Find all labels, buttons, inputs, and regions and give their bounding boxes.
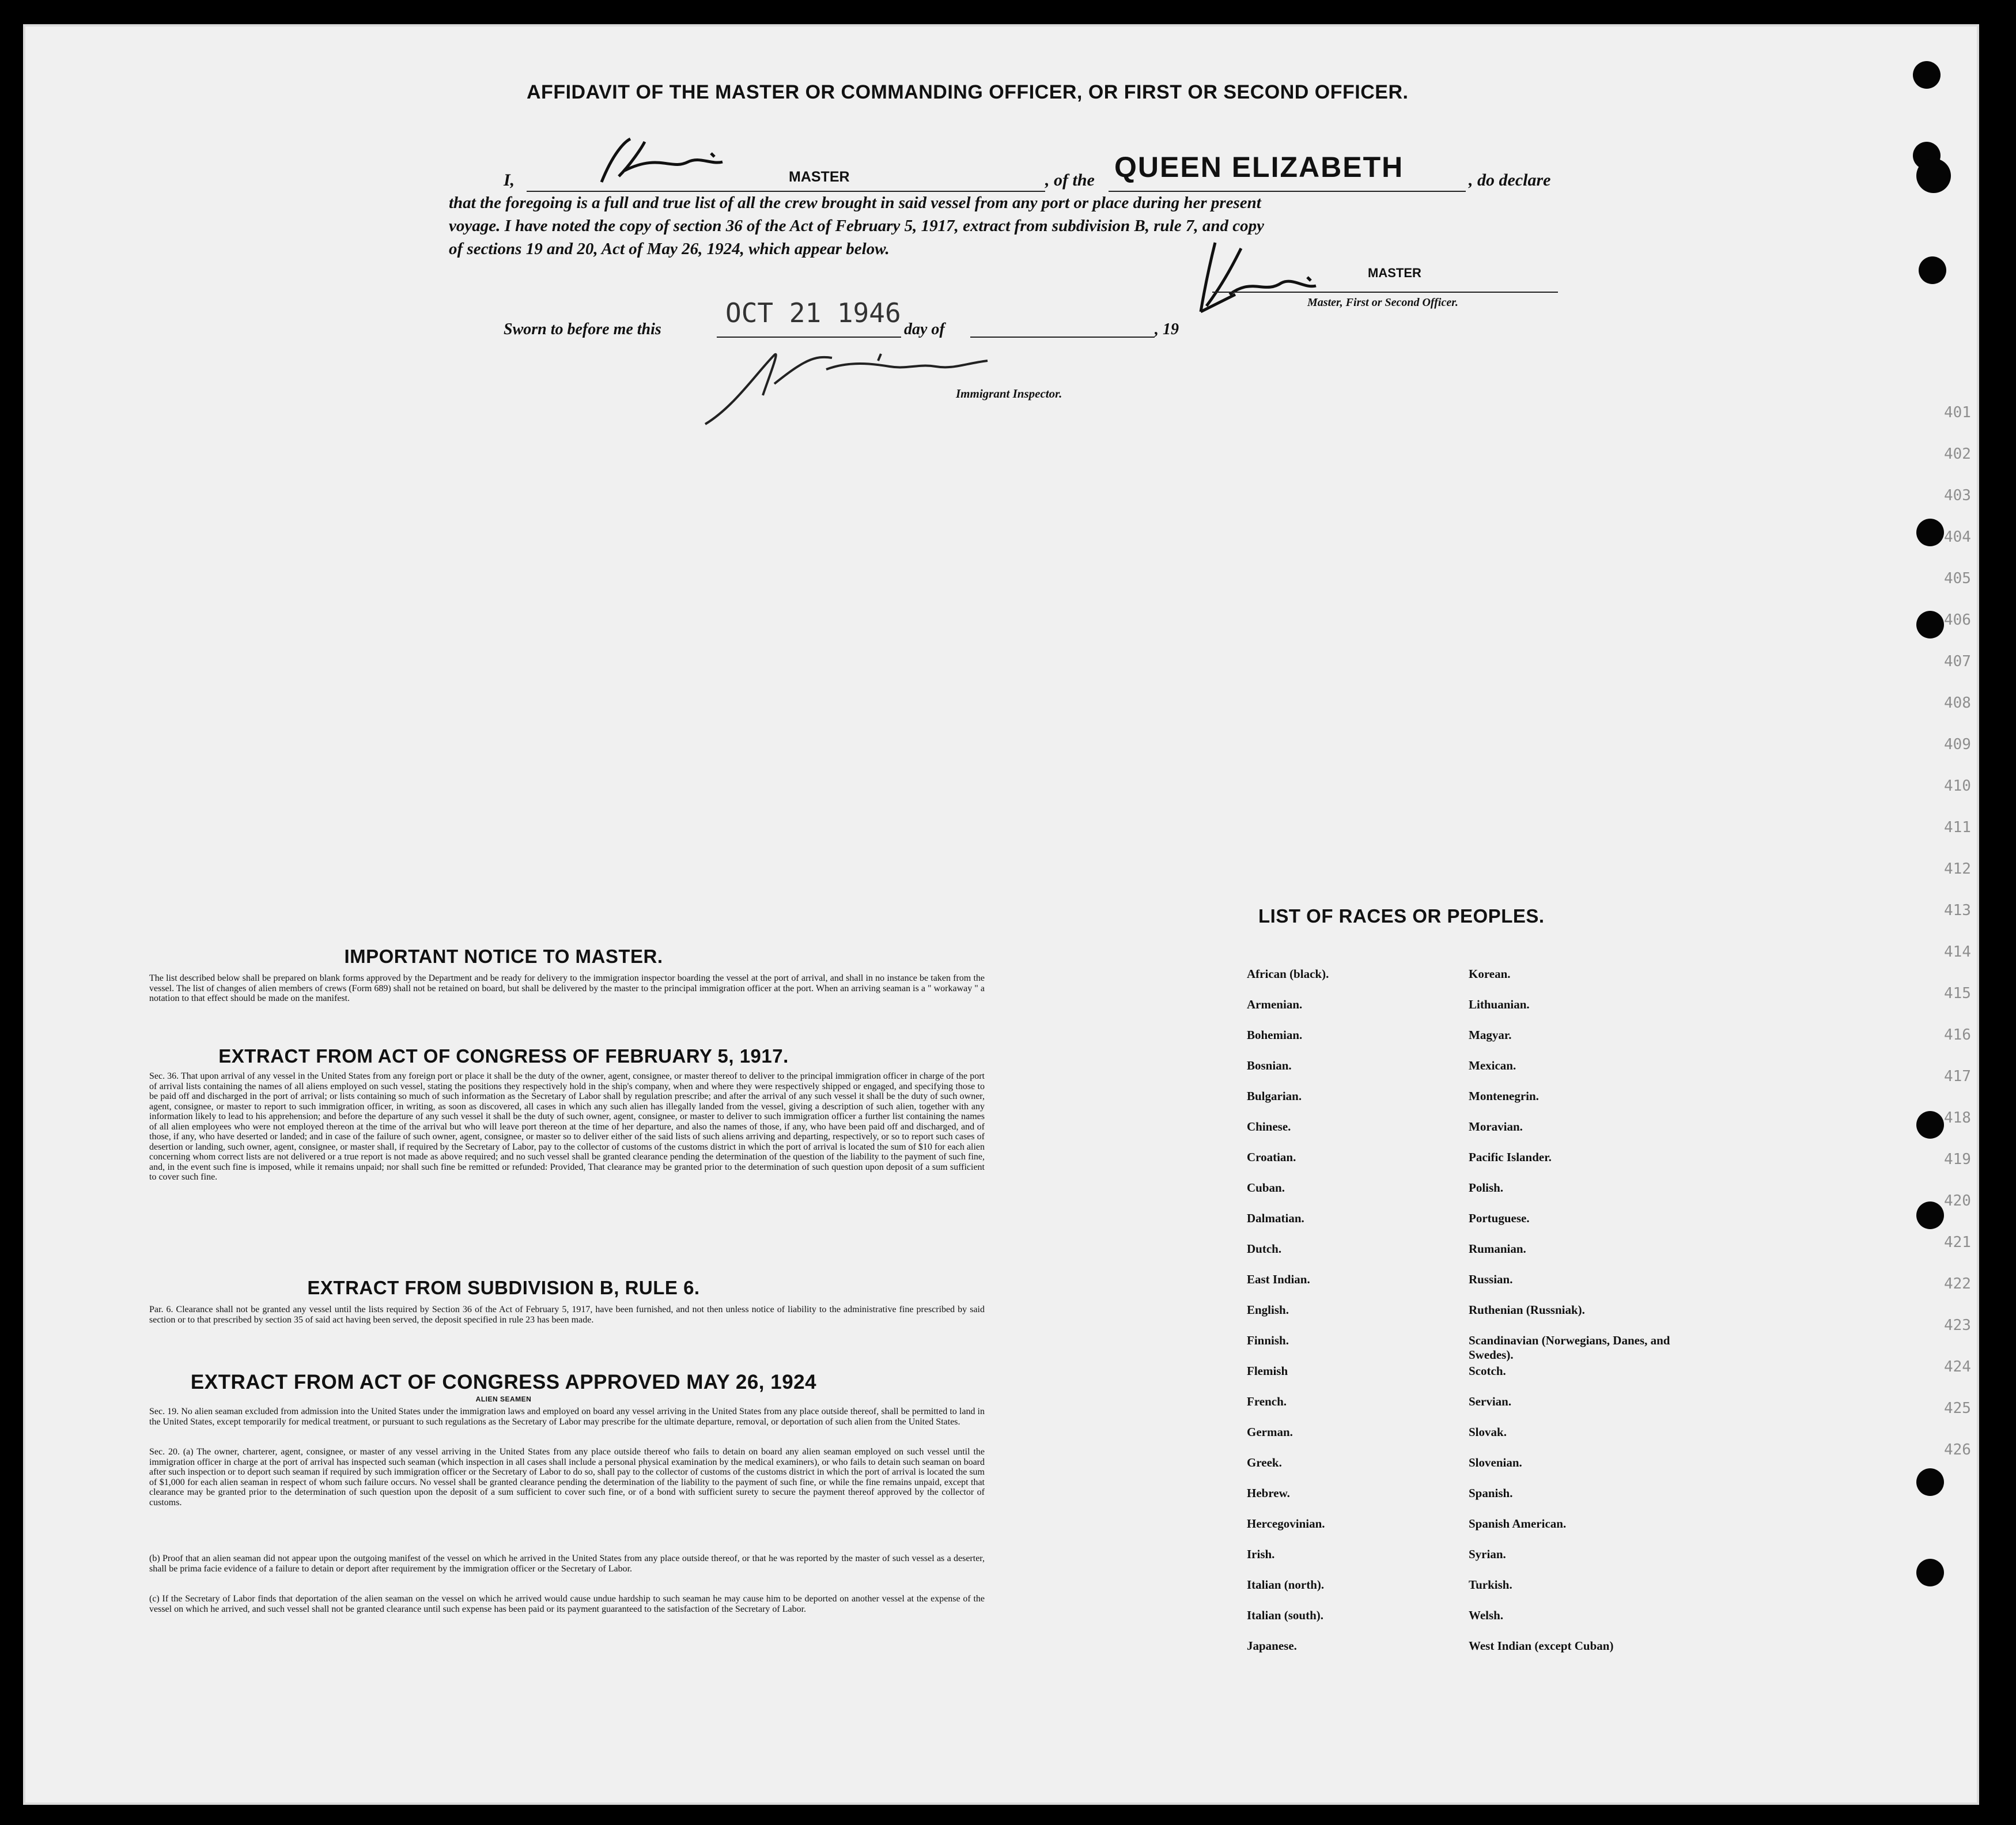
race-entry: Greek. xyxy=(1247,1456,1282,1469)
year-prefix: , 19 xyxy=(1155,320,1179,338)
manifest-page xyxy=(23,24,1979,1805)
vessel-name: QUEEN ELIZABETH xyxy=(1114,151,1404,183)
ghost-row-number: 423 xyxy=(1944,1317,1971,1334)
sec20b-body: (b) Proof that an alien seaman did not appear upon the outgoing manifest of the vessel on which he arrived in the United States from any place outside thereof, or that he was reported by the master of such vessel as a deserter, shall be prima facie evidence of a failure to detain or deport after requirement by the immigration officer or the Secretary of Labor. xyxy=(149,1554,985,1574)
race-entry: Scotch. xyxy=(1469,1364,1506,1378)
ghost-row-number: 402 xyxy=(1944,445,1971,463)
ghost-row-number: 412 xyxy=(1944,860,1971,878)
binder-hole xyxy=(1916,1468,1944,1496)
extract-1917-title: EXTRACT FROM ACT OF CONGRESS OF FEBRUARY 5, 1917. xyxy=(218,1045,789,1067)
race-entry: Spanish. xyxy=(1469,1486,1513,1500)
rank-stamp: MASTER xyxy=(789,169,850,185)
sec20a-body: Sec. 20. (a) The owner, charterer, agent, consignee, or master of any vessel arriving in the United States from any place outside thereof who fails to detain on board any alien seaman employed on such vessel until the immigration officer in charge at the port of arrival has inspected such seaman (which inspection in all cases shall include a personal physical examination by the medical examiners), or who fails to detain such seaman on board after such inspection or to deport such seaman if required by such immigration officer or the Secretary of Labor to do so, shall pay to the collector of customs of the customs district in which the port of arrival is located the sum of $1,000 for each alien seaman in respect of whom such failure occurs. No vessel shall be granted clearance pending the determination of the liability to the payment of such fine, or while the fine remains unpaid, except that clearance may be granted prior to the determination of such question upon the deposit of a sum sufficient to cover such fine, or of a bond with sufficient surety to secure the payment thereof approved by the collector of customs. xyxy=(149,1447,985,1507)
ghost-row-number: 419 xyxy=(1944,1151,1971,1168)
races-title: LIST OF RACES OR PEOPLES. xyxy=(1258,905,1545,927)
ghost-row-number: 414 xyxy=(1944,943,1971,961)
signer-stamp: MASTER xyxy=(1368,266,1421,280)
ghost-row-number: 406 xyxy=(1944,611,1971,629)
ghost-row-number: 422 xyxy=(1944,1275,1971,1293)
extract-1917-body: Sec. 36. That upon arrival of any vessel in the United States from any foreign port or place it shall be the duty of the owner, agent, consignee, or master thereof to deliver to the principal immigration officer in charge of the port of arrival lists containing the names of all aliens employed on such vessel, stating the positions they respectively hold in the ship's company, when and where they were respectively shipped or engaged, and specifying those to be paid off and discharged in the port of arrival; or lists containing so much of such information as the Secretary of Labor shall by regulation prescribe; and after the arrival of any such vessel it shall be the duty of such owner, agent, consignee, or master to report to such immigration officer, in writing, as soon as discovered, all cases in which any such alien has illegally landed from the vessel, giving a description of such alien, together with any information likely to lead to his apprehension; and before the departure of any such vessel it shall be the duty of such owner, agent, consignee, or master to deliver to such immigration officer a further list containing the names of all alien employees who were not employed thereon at the time of the arrival but who will leave port thereon at the time of her departure, and also the names of those, if any, who have been paid off and discharged, and of those, if any, who have deserted or landed; and in case of the failure of such owner, agent, consignee, or master so to deliver either of the said lists of such aliens arriving and departing, respectively, or so to report such cases of desertion or landing, such owner, agent, consignee, or master shall, if required by the Secretary of Labor, pay to the collector of customs of the customs district in which the port of arrival is located the sum of $10 for each alien concerning whom correct lists are not delivered or a true report is not made as above required; and no such vessel shall be granted clearance pending the determination of the question of the liability to the payment of such fine, and, in the event such fine is imposed, while it remains unpaid; nor shall such fine be remitted or refunded: Provided, That clearance may be granted prior to the determination of such question upon deposit of a sum sufficient to cover such fine. xyxy=(149,1071,985,1182)
race-entry: Scandinavian (Norwegians, Danes, and Swedes). xyxy=(1469,1333,1670,1362)
race-entry: Bohemian. xyxy=(1247,1028,1303,1042)
binder-hole xyxy=(1916,611,1944,638)
race-entry: Slovenian. xyxy=(1469,1456,1522,1469)
race-entry: Dalmatian. xyxy=(1247,1211,1304,1225)
race-entry: Chinese. xyxy=(1247,1120,1291,1133)
ghost-row-number: 426 xyxy=(1944,1441,1971,1459)
ghost-row-number: 415 xyxy=(1944,985,1971,1002)
race-entry: Bulgarian. xyxy=(1247,1089,1302,1103)
subdivision-title: EXTRACT FROM SUBDIVISION B, RULE 6. xyxy=(307,1277,700,1298)
ghost-row-number: 411 xyxy=(1944,819,1971,836)
race-entry: Cuban. xyxy=(1247,1181,1285,1195)
race-entry: English. xyxy=(1247,1303,1289,1317)
of-the-label: , of the xyxy=(1045,171,1095,190)
race-entry: West Indian (except Cuban) xyxy=(1469,1639,1614,1653)
race-entry: Magyar. xyxy=(1469,1028,1512,1042)
race-entry: Finnish. xyxy=(1247,1333,1289,1347)
ghost-row-number: 420 xyxy=(1944,1192,1971,1210)
race-entry: Croatian. xyxy=(1247,1150,1296,1164)
binder-hole xyxy=(1916,519,1944,546)
ghost-row-number: 401 xyxy=(1944,404,1971,421)
race-entry: Ruthenian (Russniak). xyxy=(1469,1303,1585,1317)
race-entry: German. xyxy=(1247,1425,1293,1439)
race-entry: Spanish American. xyxy=(1469,1517,1567,1531)
do-declare-label: , do declare xyxy=(1469,171,1551,190)
binder-hole xyxy=(1913,61,1941,89)
ghost-row-number: 404 xyxy=(1944,528,1971,546)
race-entry: Mexican. xyxy=(1469,1059,1516,1072)
binder-hole xyxy=(1919,256,1946,284)
binder-hole xyxy=(1916,1559,1944,1586)
ghost-row-number: 403 xyxy=(1944,487,1971,504)
ghost-row-number: 405 xyxy=(1944,570,1971,587)
race-entry: Hebrew. xyxy=(1247,1486,1290,1500)
ghost-row-number: 416 xyxy=(1944,1026,1971,1044)
race-entry: Turkish. xyxy=(1469,1578,1512,1592)
race-entry: Moravian. xyxy=(1469,1120,1523,1133)
vessel-underline xyxy=(1109,191,1466,192)
ghost-row-number: 421 xyxy=(1944,1234,1971,1251)
declaration-line2: voyage. I have noted the copy of section 36 of the Act of February 5, 1917, extract from subdivision B, rule 7, and copy xyxy=(449,217,1264,235)
race-entry: Armenian. xyxy=(1247,997,1303,1011)
race-entry: Bosnian. xyxy=(1247,1059,1292,1072)
race-entry: Servian. xyxy=(1469,1395,1512,1408)
race-entry: Lithuanian. xyxy=(1469,997,1530,1011)
extract-1924-subtitle: ALIEN SEAMEN xyxy=(475,1395,532,1403)
race-entry: Russian. xyxy=(1469,1272,1513,1286)
binder-hole xyxy=(1916,1111,1944,1139)
race-entry: Hercegovinian. xyxy=(1247,1517,1325,1531)
race-entry: Italian (south). xyxy=(1247,1608,1324,1622)
inspector-caption: Immigrant Inspector. xyxy=(956,387,1062,400)
sworn-prefix: Sworn to before me this xyxy=(504,320,661,338)
race-entry: Polish. xyxy=(1469,1181,1504,1195)
ghost-row-number: 418 xyxy=(1944,1109,1971,1127)
race-entry: Korean. xyxy=(1469,967,1511,981)
notice-body: The list described below shall be prepared on blank forms approved by the Department and be ready for delivery to the immigration inspector boarding the vessel at the port of arrival, and shall in no instance be taken from the vessel. The list of changes of alien members of crews (Form 689) shall not be retained on board, but shall be delivered by the master to the principal immigration officer at the port. When an arriving seaman is a " workaway " a notation to that effect should be made on the manifest. xyxy=(149,973,985,1003)
ghost-row-number: 409 xyxy=(1944,736,1971,753)
ghost-row-number: 425 xyxy=(1944,1400,1971,1417)
binder-hole xyxy=(1916,158,1951,193)
binder-hole xyxy=(1916,1201,1944,1229)
ghost-row-number: 408 xyxy=(1944,694,1971,712)
races-column-2 xyxy=(1469,967,1711,1669)
ghost-row-number: 410 xyxy=(1944,777,1971,795)
race-entry: Flemish xyxy=(1247,1364,1288,1378)
ghost-row-number: 407 xyxy=(1944,653,1971,670)
races-column-1 xyxy=(1247,967,1454,1669)
race-entry: Japanese. xyxy=(1247,1639,1297,1653)
ghost-row-number: 424 xyxy=(1944,1358,1971,1376)
race-entry: Italian (north). xyxy=(1247,1578,1325,1592)
declaration-line3: of sections 19 and 20, Act of May 26, 1924, which appear below. xyxy=(449,240,890,258)
ghost-row-number: 413 xyxy=(1944,902,1971,919)
i-label: I, xyxy=(504,171,515,190)
affidavit-title: AFFIDAVIT OF THE MASTER OR COMMANDING OFFICER, OR FIRST OR SECOND OFFICER. xyxy=(527,81,1409,103)
race-entry: Portuguese. xyxy=(1469,1211,1530,1225)
race-entry: Montenegrin. xyxy=(1469,1089,1539,1103)
race-entry: Slovak. xyxy=(1469,1425,1507,1439)
notice-title: IMPORTANT NOTICE TO MASTER. xyxy=(344,946,663,967)
master-signature-top xyxy=(590,130,763,194)
race-entry: French. xyxy=(1247,1395,1287,1408)
race-entry: East Indian. xyxy=(1247,1272,1310,1286)
sworn-date-stamp: OCT 21 1946 xyxy=(725,297,901,328)
subdivision-body: Par. 6. Clearance shall not be granted any vessel until the lists required by Section 36 of the Act of February 5, 1917, have been furnished, and not then unless notice of liability to the administrative fine prescribed by said section or to that prescribed by section 35 of said act having been served, the deposit specified in rule 23 has been made. xyxy=(149,1305,985,1325)
extract-1924-title: EXTRACT FROM ACT OF CONGRESS APPROVED MAY 26, 1924 xyxy=(190,1371,817,1393)
declaration-line1: that the foregoing is a full and true list of all the crew brought in said vessel from any port or place during her present xyxy=(449,194,1261,212)
race-entry: Rumanian. xyxy=(1469,1242,1526,1256)
signer-caption: Master, First or Second Officer. xyxy=(1307,296,1458,309)
sec19-body: Sec. 19. No alien seaman excluded from admission into the United States under the immigration laws and employed on board any vessel arriving in the United States from any place outside thereof, shall be permitted to land in the United States, except temporarily for medical treatment, or pursuant to such regulations as the Secretary of Labor may prescribe for the ultimate departure, removal, or deportation of such alien from the United States. xyxy=(149,1407,985,1427)
day-of-label: day of xyxy=(904,320,945,338)
race-entry: Pacific Islander. xyxy=(1469,1150,1552,1164)
race-entry: Dutch. xyxy=(1247,1242,1282,1256)
race-entry: African (black). xyxy=(1247,967,1329,981)
race-entry: Welsh. xyxy=(1469,1608,1504,1622)
race-entry: Syrian. xyxy=(1469,1547,1506,1561)
ghost-row-number: 417 xyxy=(1944,1068,1971,1085)
race-entry: Irish. xyxy=(1247,1547,1275,1561)
sec20c-body: (c) If the Secretary of Labor finds that deportation of the alien seaman on the vessel on which he arrived would cause undue hardship to such seaman he may cause him to be deported on another vessel at the expense of the vessel on which he arrived, and such vessel shall not be granted clearance until such expense has been paid or its payment guaranteed to the satisfaction of the Secretary of Labor. xyxy=(149,1594,985,1614)
signer-underline xyxy=(1212,292,1558,293)
